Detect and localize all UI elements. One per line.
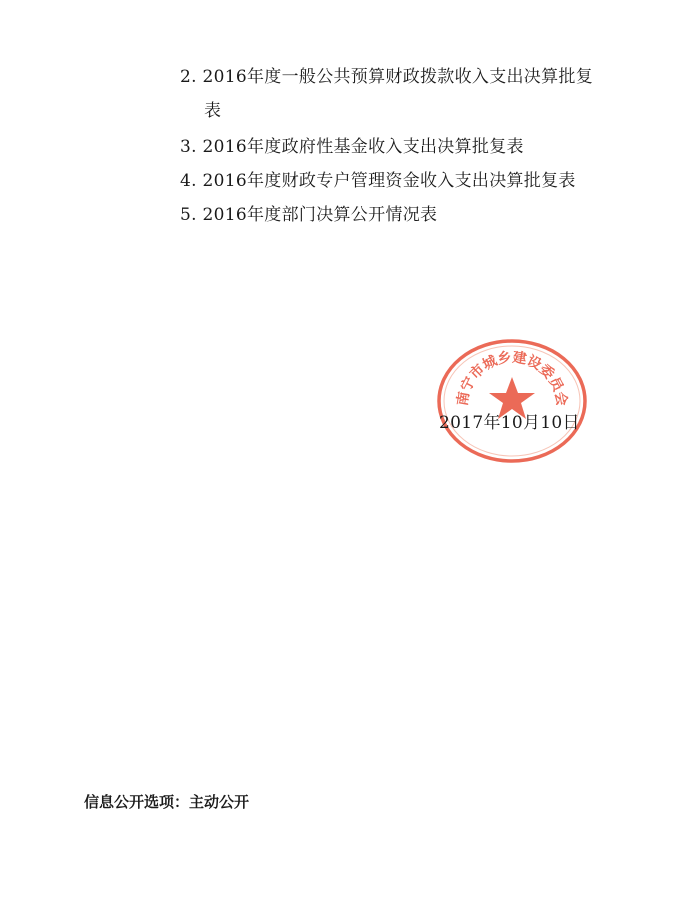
attachment-item-5 (180, 203, 437, 227)
document-date: 2017年10月10日 (439, 413, 580, 433)
attachment-number: 5. (180, 205, 197, 225)
attachment-item-4 (180, 169, 576, 193)
seal-org-name: 南宁市城乡建设委员会 (454, 349, 570, 408)
disclosure-option (84, 791, 249, 813)
attachment-item-2 (180, 65, 593, 89)
attachment-number: 3. (180, 137, 197, 157)
attachment-text: 2016年度部门决算公开情况表 (202, 205, 438, 225)
attachment-text: 2016年度一般公共预算财政拨款收入支出决算批复 (202, 67, 594, 87)
attachment-text: 2016年度政府性基金收入支出决算批复表 (202, 137, 524, 157)
disclosure-label: 信息公开选项： (84, 793, 190, 811)
attachment-number: 4. (180, 171, 197, 191)
attachment-text: 2016年度财政专户管理资金收入支出决算批复表 (202, 171, 576, 191)
attachment-number: 2. (180, 67, 197, 87)
official-seal (433, 337, 591, 465)
disclosure-value: 主动公开 (189, 793, 250, 811)
attachment-text-continued: 表 (204, 101, 222, 121)
attachment-item-2-continued (204, 99, 221, 123)
attachment-item-3 (180, 135, 524, 159)
